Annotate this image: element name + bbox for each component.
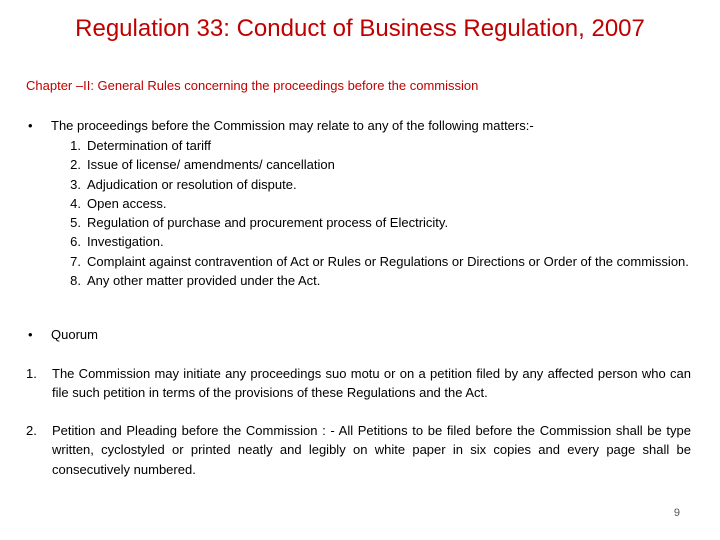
list-item (51, 252, 696, 271)
list-item-text: Determination of tariff (87, 138, 212, 153)
list-item (51, 232, 696, 251)
slide-title: Regulation 33: Conduct of Business Regulation, 2007 (75, 15, 645, 42)
list-item-text: Issue of license/ amendments/ cancellation (87, 157, 335, 173)
list-item-text: Regulation of purchase and procurement process of Electricity. (87, 215, 449, 231)
list-item-number: 7. (70, 253, 81, 269)
list-item-number: 6. (70, 234, 81, 250)
list-item (51, 213, 696, 232)
numbered-paragraph (26, 421, 691, 479)
list-item-number: 3. (70, 176, 81, 192)
bullet-marker: • (28, 327, 33, 342)
list-item-text: Adjudication or resolution of dispute. (87, 176, 297, 192)
list-item-text: Open access. (87, 195, 167, 211)
page-number: 9 (673, 507, 680, 519)
paragraph-text: The Commission may initiate any proceedings suo motu or on a petition filed by any affected person who can file such petition in terms of the provisions of these Regulations and the Act. (52, 366, 691, 401)
bullet-marker: • (28, 118, 33, 133)
paragraph-number: 1. (26, 366, 37, 381)
list-item-number: 5. (70, 215, 81, 231)
list-item (51, 194, 696, 213)
paragraph-number: 2. (26, 423, 37, 438)
chapter-heading: Chapter –II: General Rules concerning the proceedings before the commission (26, 78, 479, 93)
list-item-number: 4. (70, 195, 81, 211)
bullet-quorum-text: Quorum (51, 327, 98, 342)
list-item (51, 271, 696, 290)
matters-list (51, 136, 696, 290)
list-item-text: Complaint against contravention of Act or Rules or Regulations or Directions or Order of the commission. (87, 253, 689, 269)
list-item-text: Any other matter provided under the Act. (87, 273, 321, 289)
numbered-paragraph (26, 364, 691, 403)
paragraph-text: Petition and Pleading before the Commission : - All Petitions to be filed before the Commission shall be type written, cyclostyled or printed neatly and legibly on white paper in six copies and every page shall be consecutively numbered. (52, 423, 691, 477)
list-item (51, 155, 696, 174)
list-item (51, 136, 696, 155)
list-item-number: 2. (70, 157, 81, 173)
list-item-number: 1. (70, 138, 81, 153)
list-item-number: 8. (70, 273, 81, 289)
list-item-text: Investigation. (87, 234, 164, 250)
bullet-proceedings-text: The proceedings before the Commission may relate to any of the following matters:- (51, 118, 534, 133)
list-item (51, 175, 696, 194)
